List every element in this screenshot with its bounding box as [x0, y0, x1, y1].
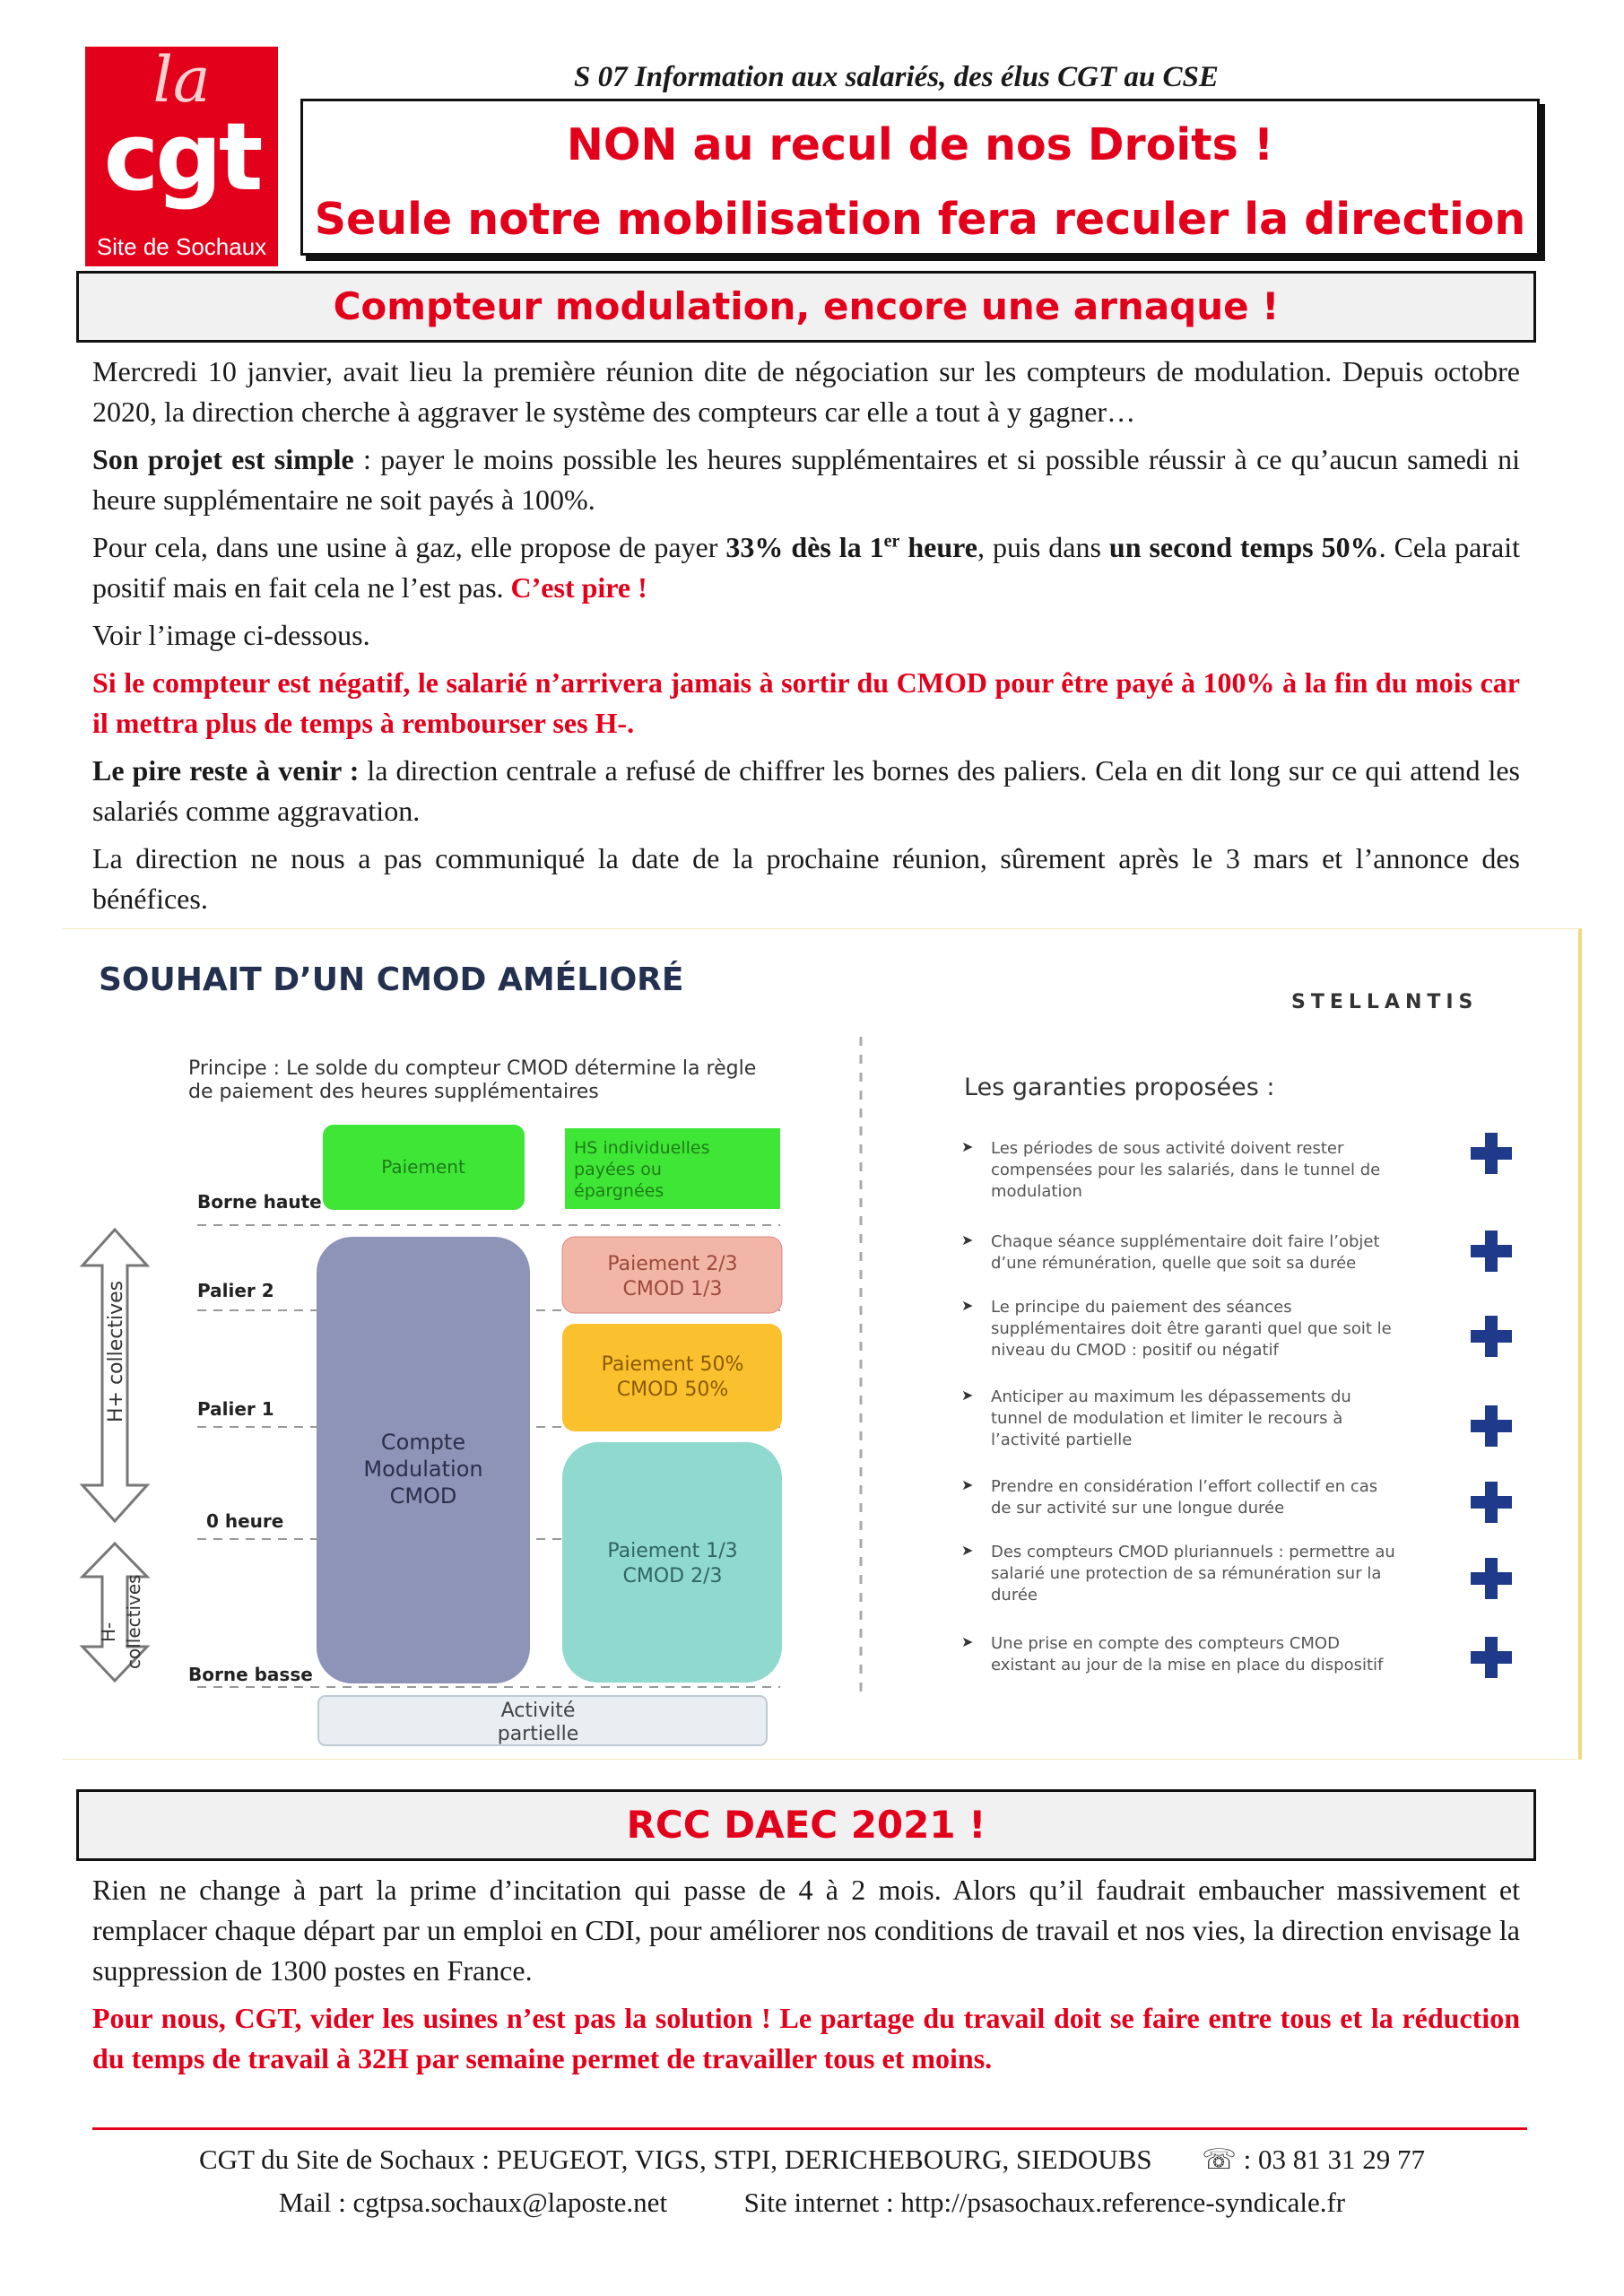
- red-emphasis: C’est pire !: [510, 571, 647, 604]
- activite-label: partielle: [497, 1723, 579, 1745]
- garantie-item: [961, 1133, 1512, 1201]
- title-line-1: NON au recul de nos Droits !: [566, 119, 1274, 170]
- garantie-line: Des compteurs CMOD pluriannuels : permettre au: [991, 1543, 1395, 1561]
- garantie-line: de sur activité sur une longue durée: [991, 1499, 1285, 1518]
- cmod-label: Modulation: [363, 1457, 483, 1482]
- paiement-50-box: [562, 1324, 782, 1431]
- bold-lead: Le pire reste à venir :: [92, 754, 360, 787]
- bullet-arrow-icon: ➤: [961, 1387, 974, 1404]
- garantie-line: existant au jour de la mise en place du dispositif: [991, 1656, 1384, 1674]
- garantie-item: [961, 1387, 1512, 1449]
- stellantis-logo: STELLANTIS: [1291, 991, 1479, 1013]
- footer-phone: ☏ : 03 81 31 29 77: [1202, 2144, 1426, 2175]
- level-label: Borne basse: [188, 1664, 313, 1685]
- paragraph: [92, 527, 1520, 608]
- garantie-item: [961, 1476, 1512, 1523]
- cmod-label: CMOD: [389, 1483, 457, 1509]
- plus-icon: [1471, 1482, 1512, 1523]
- logo-script: la: [152, 43, 211, 117]
- footer-divider: [92, 2127, 1527, 2130]
- red-paragraph: Si le compteur est négatif, le salarié n’arrivera jamais à sortir du CMOD pour être payé à 100% à la fin du mois car il mettra plus de temps à rembourser ses H-.: [92, 666, 1520, 739]
- garantie-line: Le principe du paiement des séances: [991, 1298, 1292, 1317]
- paiement-13-box: [562, 1442, 782, 1683]
- paiement-13-label: Paiement 1/3: [607, 1540, 738, 1562]
- cmod-label: Compte: [380, 1430, 466, 1455]
- logo-site: Site de Sochaux: [96, 233, 267, 260]
- paiement-23-label: Paiement 2/3: [607, 1253, 738, 1275]
- superscript: er: [883, 531, 900, 552]
- figure-title: SOUHAIT D’UN CMOD AMÉLIORÉ: [99, 961, 684, 998]
- hminus-label-2: collectives: [123, 1574, 144, 1669]
- garantie-line: niveau du CMOD : positif ou négatif: [991, 1341, 1279, 1360]
- footer-line-1: [0, 2144, 1624, 2176]
- garantie-item: [961, 1633, 1512, 1678]
- paragraph: [92, 439, 1520, 520]
- plus-icon: [1471, 1133, 1512, 1174]
- activite-label: Activité: [500, 1700, 576, 1722]
- garantie-line: Chaque séance supplémentaire doit faire l’objet: [991, 1232, 1380, 1251]
- bullet-arrow-icon: ➤: [961, 1476, 974, 1493]
- paiement-50-label: CMOD 50%: [616, 1378, 729, 1401]
- paragraph: Mercredi 10 janvier, avait lieu la première réunion dite de négociation sur les compteurs de modulation. Depuis octobre 2020, la direction cherche à aggraver le système des compteurs car elle a tout à y gagner…: [92, 355, 1520, 428]
- footer-mail: Mail : cgtpsa.sochaux@laposte.net: [278, 2187, 668, 2218]
- paragraph-text: : payer le moins possible les heures supplémentaires et si possible réussir à ce qu’aucun samedi ni heure supplémentaire ne soit payés à 100%.: [92, 443, 1520, 516]
- principle-line-2: de paiement des heures supplémentaires: [188, 1081, 599, 1103]
- garantie-item: [961, 1231, 1512, 1273]
- bold-text: heure: [899, 531, 977, 563]
- cgt-logo: [85, 43, 278, 266]
- garantie-item: [961, 1542, 1512, 1605]
- plus-icon: [1471, 1316, 1512, 1357]
- bullet-arrow-icon: ➤: [961, 1138, 974, 1155]
- plus-icon: [1471, 1231, 1512, 1272]
- garantie-line: Une prise en compte des compteurs CMOD: [991, 1634, 1340, 1653]
- hs-label: épargnées: [574, 1181, 664, 1201]
- garantie-line: supplémentaires doit être garanti quel que soit le: [991, 1319, 1392, 1338]
- paragraph-text: . Cela parait positif mais en fait cela ne l’est pas.: [92, 531, 1521, 604]
- garantie-line: Les périodes de sous activité doivent rester: [991, 1139, 1344, 1158]
- garantie-line: compensées pour les salariés, dans le tunnel de: [991, 1161, 1381, 1179]
- paiement-label: Paiement: [381, 1156, 465, 1178]
- section-heading-rcc: RCC DAEC 2021 !: [76, 1789, 1536, 1861]
- bullet-arrow-icon: ➤: [961, 1542, 974, 1559]
- footer-organisations: CGT du Site de Sochaux : PEUGEOT, VIGS, STPI, DERICHEBOURG, SIEDOUBS: [198, 2144, 1152, 2175]
- level-label: Palier 1: [197, 1398, 274, 1420]
- bold-text: 33% dès la 1: [725, 531, 884, 563]
- garantie-item: [961, 1297, 1512, 1360]
- logo-text: cgt: [103, 102, 260, 212]
- garantie-line: salarié une protection de sa rémunération sur la: [991, 1564, 1382, 1583]
- section-2-body: [92, 1870, 1520, 2086]
- garantie-line: l’activité partielle: [991, 1431, 1133, 1449]
- paiement-50-label: Paiement 50%: [601, 1353, 744, 1376]
- title-line-2: Seule notre mobilisation fera reculer la direction: [314, 194, 1526, 245]
- bold-lead: Son projet est simple: [92, 443, 354, 475]
- garantie-line: tunnel de modulation et limiter le recours à: [991, 1409, 1343, 1428]
- paiement-13-label: CMOD 2/3: [622, 1565, 723, 1587]
- hs-label: payées ou: [574, 1160, 662, 1179]
- bullet-arrow-icon: ➤: [961, 1231, 974, 1248]
- bullet-arrow-icon: ➤: [961, 1633, 974, 1650]
- principle-line-1: Principe : Le solde du compteur CMOD détermine la règle: [188, 1057, 757, 1080]
- red-paragraph: Pour nous, CGT, vider les usines n’est pas la solution ! Le partage du travail doit se faire entre tous et la réduction du temps de travail à 32H par semaine permet de travailler tous et moins.: [92, 2002, 1520, 2074]
- section-heading-compteur: Compteur modulation, encore une arnaque !: [76, 271, 1536, 343]
- paragraph: Rien ne change à part la prime d’incitation qui passe de 4 à 2 mois. Alors qu’il faudrait embaucher massivement et remplacer chaque départ par un emploi en CDI, pour améliorer nos conditions de travail et nos vies, la direction envisage la suppression de 1300 postes en France.: [92, 1874, 1520, 1987]
- level-label: 0 heure: [206, 1510, 284, 1532]
- paragraph-text: Pour cela, dans une usine à gaz, elle propose de payer: [92, 531, 726, 563]
- section-1-body: [92, 352, 1520, 926]
- paragraph-text: la direction centrale a refusé de chiffrer les bornes des paliers. Cela en dit long sur ce qui attend les salariés comme aggravation.: [92, 754, 1520, 827]
- plus-icon: [1471, 1637, 1512, 1678]
- hs-label: HS individuelles: [574, 1138, 710, 1158]
- garanties-title: Les garanties proposées :: [964, 1074, 1275, 1101]
- paragraph: [92, 751, 1520, 831]
- hminus-label-1: H-: [98, 1622, 119, 1642]
- document-reference: S 07 Information aux salariés, des élus CGT au CSE: [574, 61, 1219, 93]
- level-label: Palier 2: [197, 1280, 274, 1301]
- garanties-list: [961, 1133, 1512, 1678]
- paragraph-text: , puis dans: [977, 531, 1109, 563]
- garantie-line: Anticiper au maximum les dépassements du: [991, 1387, 1351, 1406]
- paragraph: Voir l’image ci-dessous.: [92, 619, 370, 651]
- plus-icon: [1471, 1558, 1512, 1599]
- footer-line-2: [0, 2187, 1624, 2219]
- paragraph: La direction ne nous a pas communiqué la date de la prochaine réunion, sûrement après le 3 mars et l’annonce des bénéfices.: [92, 842, 1520, 915]
- level-label: Borne haute: [197, 1191, 322, 1213]
- garantie-line: Prendre en considération l’effort collectif en cas: [991, 1477, 1378, 1496]
- garantie-line: d’une rémunération, quelle que soit sa durée: [991, 1254, 1357, 1273]
- garantie-line: modulation: [991, 1182, 1082, 1201]
- paiement-23-label: CMOD 1/3: [622, 1278, 723, 1300]
- garantie-line: durée: [991, 1586, 1038, 1605]
- plus-icon: [1471, 1405, 1512, 1447]
- cmod-diagram: [63, 929, 1578, 1759]
- cmod-figure: [63, 928, 1582, 1760]
- footer-website: Site internet : http://psasochaux.reference-syndicale.fr: [743, 2187, 1346, 2218]
- bullet-arrow-icon: ➤: [961, 1297, 974, 1314]
- bold-text: un second temps 50%: [1108, 531, 1379, 563]
- hplus-label: H+ collectives: [105, 1280, 127, 1422]
- title-box: [300, 99, 1540, 256]
